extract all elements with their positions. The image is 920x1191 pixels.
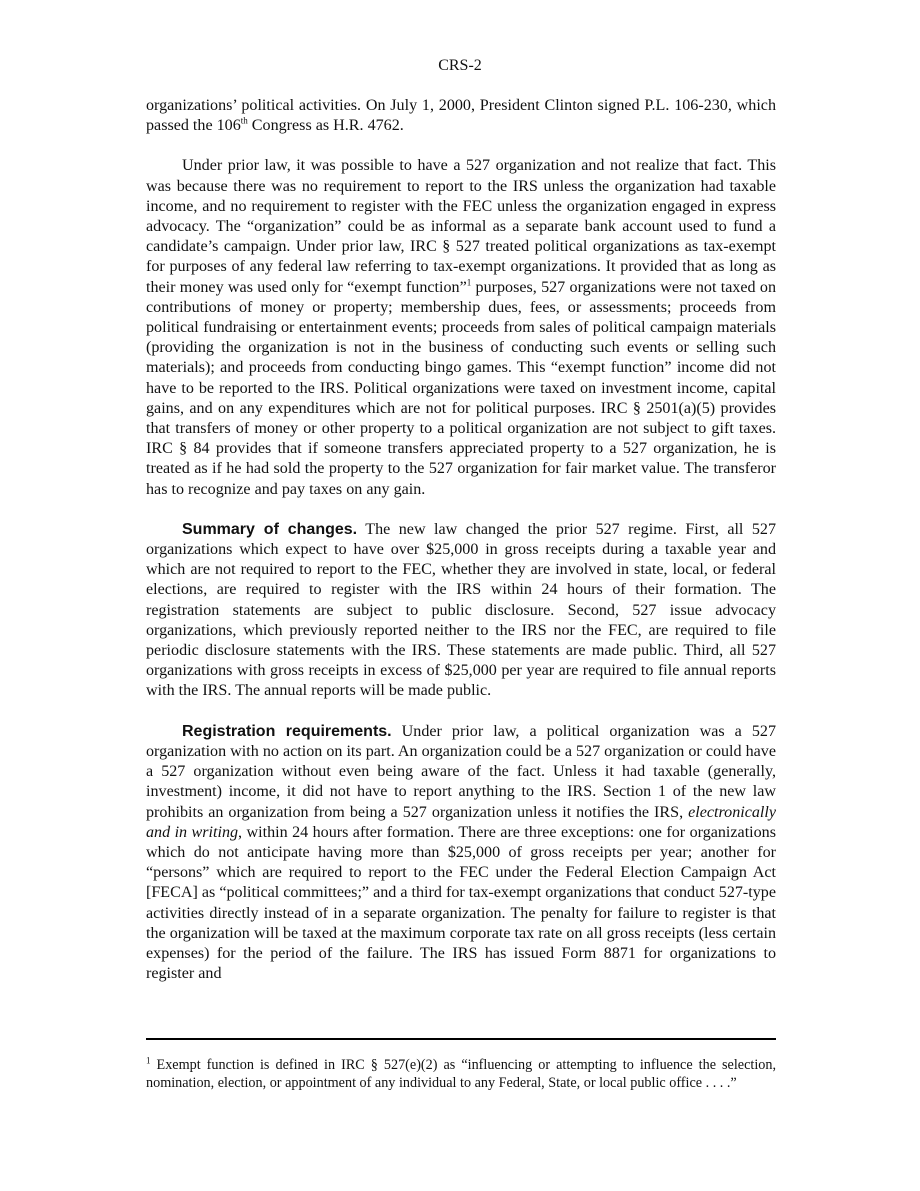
paragraph-text: Under prior law, a political organization was a 527 organization with no action on its part. An organization could be a 527 organization or could have a 527 organization without even being aware of the fact. Unless it had taxable (generally, investment) income, it did not have to report anything to the IRS. Section 1 of the new law prohibits an organization from being a 527 organization unless it notifies the IRS, [146,722,776,821]
page-number-header: CRS-2 [438,57,482,74]
paragraph-prior-law [146,156,776,499]
paragraph-continuation [146,96,776,136]
footnote-divider [146,1038,776,1040]
paragraph-text: purposes, 527 organizations were not taxed on contributions of money or property; membership dues, fees, or assessments; proceeds from political fundraising or entertainment events; proceeds from sales of political campaign materials (providing the organization is not in the business of conducting such events or selling such materials); and proceeds from conducting bingo games. This “exempt function” income did not have to be reported to the IRS. Political organizations were taxed on investment income, capital gains, and on any expenditures which are not for political purposes. IRC § 2501(a)(5) provides that transfers of money or other property to a political organization are not subject to gift taxes. IRC § 84 provides that if someone transfers appreciated property to a 527 organization, he is treated as if he had sold the property to the 527 organization for fair market value. The transferor has to recognize and pay taxes on any gain. [146,278,777,498]
ordinal-superscript: th [240,115,248,126]
footnote-text: Exempt function is defined in IRC § 527(e)(2) as “influencing or attempting to influence the selection, nomination, election, or appointment of any individual to any Federal, State, or local public office . . . .” [146,1057,776,1091]
paragraph-text: The new law changed the prior 527 regime. First, all 527 organizations which expect to have over $25,000 in gross receipts during a taxable year and which are not required to report to the FEC, whether they are involved in state, local, or federal elections, are required to register with the IRS within 24 hours of their formation. The registration statements are subject to public disclosure. Second, 527 issue advocacy organizations, which previously reported neither to the IRS nor the FEC, are required to file periodic disclosure statements with the IRS. These statements are made public. Third, all 527 organizations with gross receipts in excess of $25,000 per year are required to file annual reports with the IRS. The annual reports will be made public. [146,520,776,700]
paragraph-text: Congress as H.R. 4762. [247,117,404,135]
footnote [146,1056,776,1092]
paragraph-text: organizations’ political activities. On July 1, 2000, President Clinton signed P.L. 106-230, which passed the 106 [146,97,776,135]
paragraph-text: Under prior law, it was possible to have a 527 organization and not realize that fact. This was because there was no requirement to report to the IRS unless the organization had taxable income, and no requirement to register with the FEC unless the organization engaged in express advocacy. The “organization” could be as informal as a separate bank account used to fund a candidate’s campaign. Under prior law, IRC § 527 treated political organizations as tax-exempt for purposes of any federal law referring to tax-exempt organizations. It provided that as long as their money was used only for “exempt function” [146,157,776,296]
footnote-marker: 1 [146,1055,151,1066]
section-heading: Registration requirements. [182,722,392,740]
section-heading: Summary of changes. [182,520,358,538]
body-text [146,96,776,1004]
paragraph-summary-of-changes [146,520,776,702]
paragraph-registration-requirements [146,722,776,985]
footnote-reference: 1 [466,277,472,288]
emphasized-text: electronically and in writing [146,803,776,841]
paragraph-text: , within 24 hours after formation. There are three exceptions: one for organizations which do not anticipate having more than $25,000 of gross receipts per year; another for “persons” which are required to report to the FEC under the Federal Election Campaign Act [FECA] as “political committees;” and a third for tax-exempt organizations that conduct 527-type activities directly instead of in a separate organization. The penalty for failure to register is that the organization will be taxed at the maximum corporate tax rate on all gross receipts (less certain expenses) for the period of the failure. The IRS has issued Form 8871 for organizations to register and [146,823,776,983]
